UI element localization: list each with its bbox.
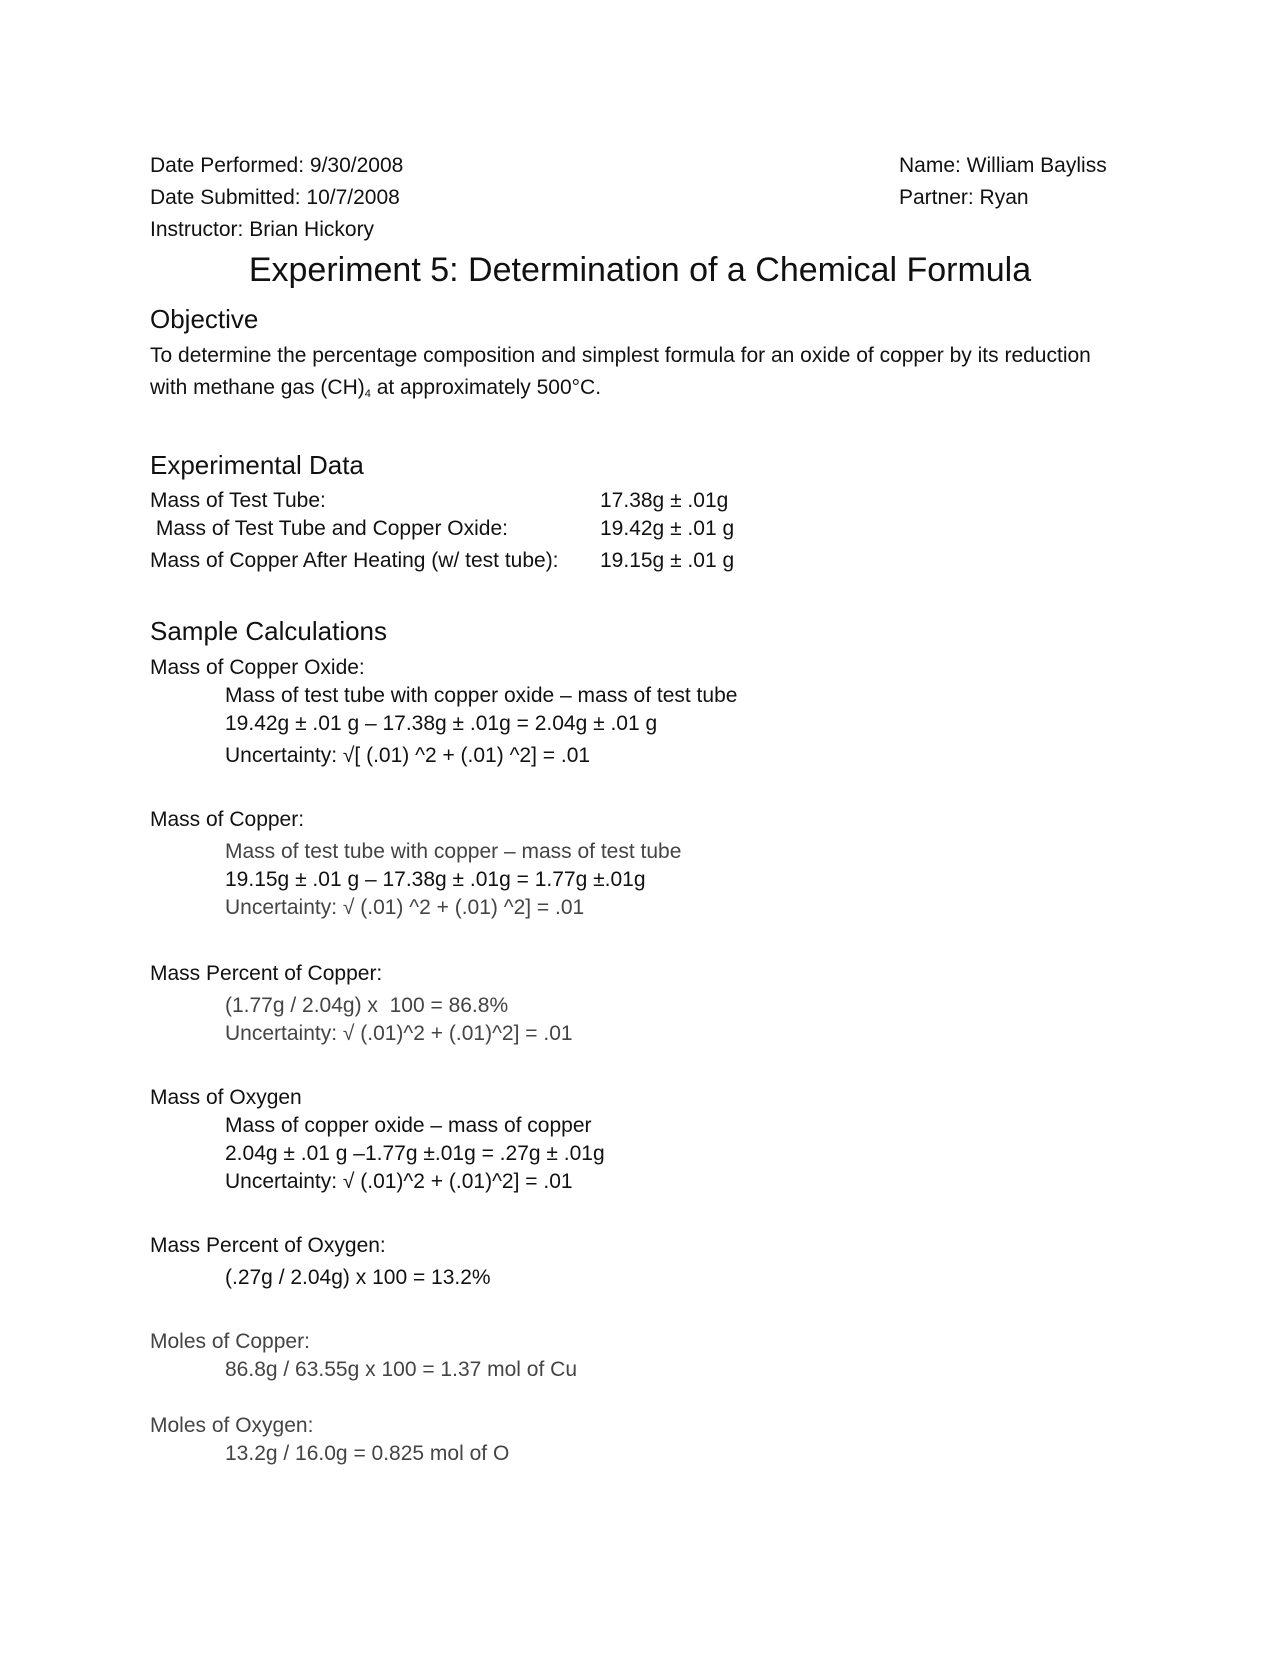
calc-percent-oxygen-label: Mass Percent of Oxygen:	[150, 1234, 386, 1257]
calc-line: Uncertainty: √ (.01)^2 + (.01)^2] = .01	[225, 1022, 573, 1045]
date-performed: Date Performed: 9/30/2008	[150, 154, 404, 177]
data-row-value: 19.15g ± .01 g	[600, 549, 735, 572]
calc-line: 2.04g ± .01 g –1.77g ±.01g = .27g ± .01g	[225, 1142, 605, 1165]
calc-copper-label: Mass of Copper:	[150, 808, 305, 831]
data-row-label: Mass of Test Tube:	[150, 489, 326, 512]
calc-line: 19.15g ± .01 g – 17.38g ± .01g = 1.77g ±.01g	[225, 868, 646, 891]
calc-line: Mass of copper oxide – mass of copper	[225, 1114, 592, 1137]
data-row-label: Mass of Copper After Heating (w/ test tube):	[150, 549, 559, 572]
calc-line: Uncertainty: √[ (.01) ^2 + (.01) ^2] = .01	[225, 744, 591, 767]
calc-line: Mass of test tube with copper – mass of test tube	[225, 840, 682, 863]
calc-line: Mass of test tube with copper oxide – mass of test tube	[225, 684, 738, 707]
instructor: Instructor: Brian Hickory	[150, 218, 375, 241]
calc-copper-oxide-label: Mass of Copper Oxide:	[150, 656, 365, 679]
partner-name: Partner: Ryan	[899, 186, 1029, 209]
date-submitted: Date Submitted: 10/7/2008	[150, 186, 400, 209]
objective-line-1: To determine the percentage composition and simplest formula for an oxide of copper by its reduction	[150, 344, 1091, 367]
methane-subscript: 4	[364, 388, 371, 400]
calc-line: Uncertainty: √ (.01) ^2 + (.01) ^2] = .01	[225, 896, 585, 919]
data-row-value: 17.38g ± .01g	[600, 489, 729, 512]
calc-line: 86.8g / 63.55g x 100 = 1.37 mol of Cu	[225, 1358, 577, 1381]
calc-moles-oxygen-label: Moles of Oxygen:	[150, 1414, 314, 1437]
student-name: Name: William Bayliss	[899, 154, 1107, 177]
objective-line-2-end: at approximately 500°C.	[370, 376, 602, 399]
calc-percent-copper-label: Mass Percent of Copper:	[150, 962, 383, 985]
data-row-value: 19.42g ± .01 g	[600, 517, 735, 540]
objective-line-2	[150, 376, 601, 406]
calc-line: Uncertainty: √ (.01)^2 + (.01)^2] = .01	[225, 1170, 573, 1193]
calc-moles-copper-label: Moles of Copper:	[150, 1330, 310, 1353]
calc-line: (.27g / 2.04g) x 100 = 13.2%	[225, 1266, 491, 1289]
calc-line: 13.2g / 16.0g = 0.825 mol of O	[225, 1442, 510, 1465]
experimental-data-heading: Experimental Data	[150, 450, 364, 480]
calc-line: 19.42g ± .01 g – 17.38g ± .01g = 2.04g ± .01 g	[225, 712, 658, 735]
data-row-label: Mass of Test Tube and Copper Oxide:	[150, 517, 508, 540]
objective-heading: Objective	[150, 304, 259, 334]
objective-line-2-start: with methane gas (CH)	[150, 376, 365, 399]
calc-oxygen-label: Mass of Oxygen	[150, 1086, 302, 1109]
calc-line: (1.77g / 2.04g) x 100 = 86.8%	[225, 994, 509, 1017]
sample-calculations-heading: Sample Calculations	[150, 616, 388, 646]
page-title: Experiment 5: Determination of a Chemical Formula	[248, 251, 1032, 289]
